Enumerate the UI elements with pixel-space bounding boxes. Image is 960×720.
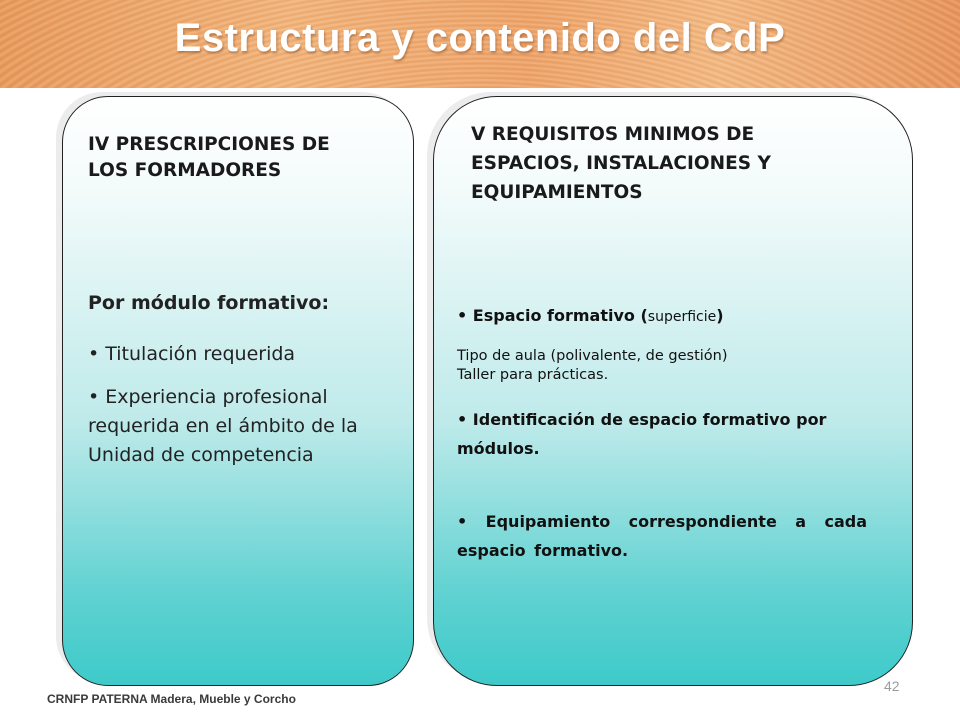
right-item-espacio-close: )	[716, 306, 724, 325]
right-item-espacio	[457, 306, 867, 325]
left-subheading: Por módulo formativo:	[88, 292, 330, 314]
right-heading-line1: V REQUISITOS MINIMOS DE	[471, 124, 755, 145]
left-panel-heading	[88, 132, 418, 184]
right-panel-heading	[471, 120, 891, 207]
header-banner	[0, 0, 960, 88]
left-heading-line2: LOS FORMADORES	[88, 160, 282, 181]
right-plain-line1: Tipo de aula (polivalente, de gestión)	[457, 348, 728, 364]
right-item-espacio-small: superficie	[647, 309, 717, 325]
left-panel-body	[88, 292, 408, 484]
page-number: 42	[884, 678, 900, 694]
left-item-titulacion: • Titulación requerida	[88, 343, 296, 365]
right-item-identificacion: • Identificación de espacio formativo por módulos.	[457, 410, 827, 458]
right-item-espacio-main: • Espacio formativo (	[457, 306, 648, 325]
footer-text: CRNFP PATERNA Madera, Mueble y Corcho	[47, 692, 296, 706]
left-heading-line1: IV PRESCRIPCIONES DE	[88, 134, 330, 155]
right-panel-body	[457, 306, 867, 565]
page-title: Estructura y contenido del CdP	[174, 16, 786, 60]
left-item-experiencia: • Experiencia profesional requerida en el ámbito de la Unidad de competencia	[88, 386, 358, 466]
right-plain-line2: Taller para prácticas.	[457, 367, 609, 383]
right-heading-line2: ESPACIOS, INSTALACIONES Y	[471, 153, 771, 174]
right-heading-line3: EQUIPAMIENTOS	[471, 182, 643, 203]
right-item-equipamiento: • Equipamiento correspondiente a cada espacio formativo.	[457, 512, 867, 560]
